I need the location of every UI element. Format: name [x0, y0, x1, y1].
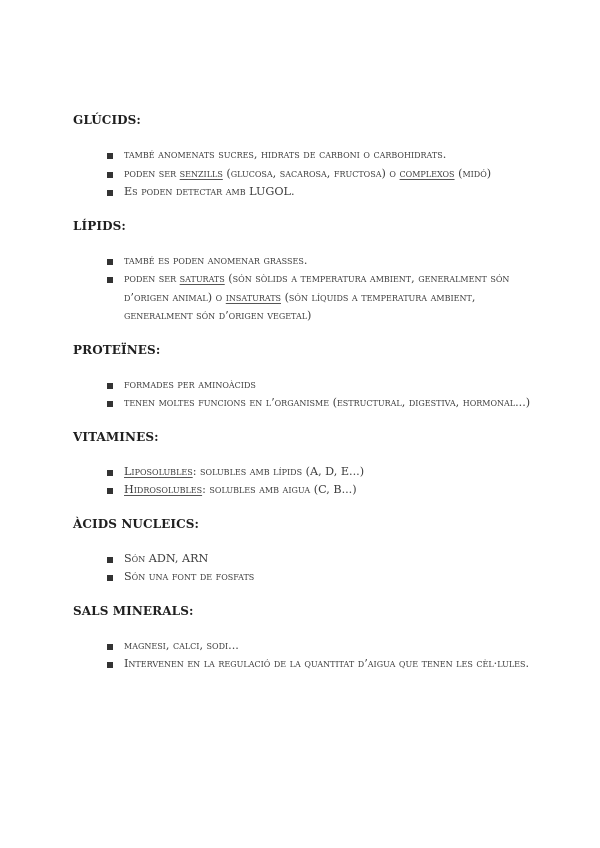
square-bullet-icon [107, 259, 113, 265]
item-text: tenen moltes funcions en l’organisme (estructural, digestiva, hormonal...) [124, 396, 531, 409]
list-item [73, 394, 543, 413]
document-content [73, 113, 543, 691]
underlined-term: saturats [179, 272, 225, 285]
item-text: (midó) [454, 166, 492, 180]
list-item [73, 146, 543, 165]
list-item [73, 481, 543, 500]
list-item [73, 270, 543, 326]
item-text: (són sòlids a temperatura ambient, generalment són d’origen animal) o [124, 272, 510, 304]
bullet-list [73, 550, 543, 587]
item-text: magnesi, calci, sodi... [124, 638, 239, 652]
square-bullet-icon [107, 470, 113, 476]
section-heading: PROTEÏNES: [73, 342, 161, 357]
square-bullet-icon [107, 401, 113, 407]
square-bullet-icon [107, 172, 113, 178]
section [73, 219, 543, 326]
square-bullet-icon [107, 190, 113, 196]
section [73, 430, 543, 500]
square-bullet-icon [107, 575, 113, 581]
list-item [73, 165, 543, 184]
square-bullet-icon [107, 644, 113, 650]
item-text: Es poden detectar amb LUGOL. [124, 185, 295, 198]
section-heading: ÀCIDS NUCLEICS: [73, 516, 200, 531]
item-text: també es poden anomenar grasses. [124, 253, 308, 267]
section [73, 343, 543, 413]
square-bullet-icon [107, 557, 113, 563]
underlined-term: complexos [399, 166, 455, 180]
square-bullet-icon [107, 383, 113, 389]
item-text: : solubles amb aigua (C, B...) [202, 483, 357, 496]
section-heading: SALS MINERALS: [73, 603, 194, 618]
item-text: (són líquids a temperatura ambient, generalment són d’origen vegetal) [124, 290, 476, 322]
item-text: formades per aminoàcids [124, 377, 256, 391]
bullet-list [73, 146, 543, 202]
underlined-term: Liposolubles [124, 464, 193, 478]
item-text: (glucosa, sacarosa, fructosa) o [222, 166, 400, 180]
item-text: Són ADN, ARN [124, 551, 209, 565]
item-text: Intervenen en la regulació de la quantitat d’aigua que tenen les cèl·lules. [124, 657, 530, 670]
item-text: poden ser [124, 272, 180, 285]
square-bullet-icon [107, 277, 113, 283]
item-text: Són una font de fosfats [124, 570, 255, 583]
item-text: poden ser [124, 166, 180, 180]
bullet-list [73, 376, 543, 413]
list-item [73, 568, 543, 587]
section-heading: VITAMINES: [73, 429, 159, 444]
section-heading: LÍPIDS: [73, 218, 126, 233]
underlined-term: senzills [179, 166, 223, 180]
section [73, 113, 543, 202]
square-bullet-icon [107, 153, 113, 159]
underlined-term: Hidrosolubles [124, 483, 203, 496]
list-item [73, 655, 543, 674]
section [73, 604, 543, 674]
square-bullet-icon [107, 488, 113, 494]
list-item [73, 550, 543, 569]
section [73, 517, 543, 587]
section-heading: GLÚCIDS: [73, 113, 141, 127]
bullet-list [73, 637, 543, 674]
list-item [73, 183, 543, 202]
list-item [73, 463, 543, 482]
item-text: també anomenats sucres, hidrats de carboni o carbohidrats. [124, 148, 447, 161]
list-item [73, 376, 543, 395]
bullet-list [73, 463, 543, 500]
list-item [73, 252, 543, 271]
square-bullet-icon [107, 662, 113, 668]
item-text: : solubles amb lípids (A, D, E...) [192, 464, 365, 478]
bullet-list [73, 252, 543, 326]
underlined-term: insaturats [225, 290, 282, 304]
list-item [73, 637, 543, 656]
